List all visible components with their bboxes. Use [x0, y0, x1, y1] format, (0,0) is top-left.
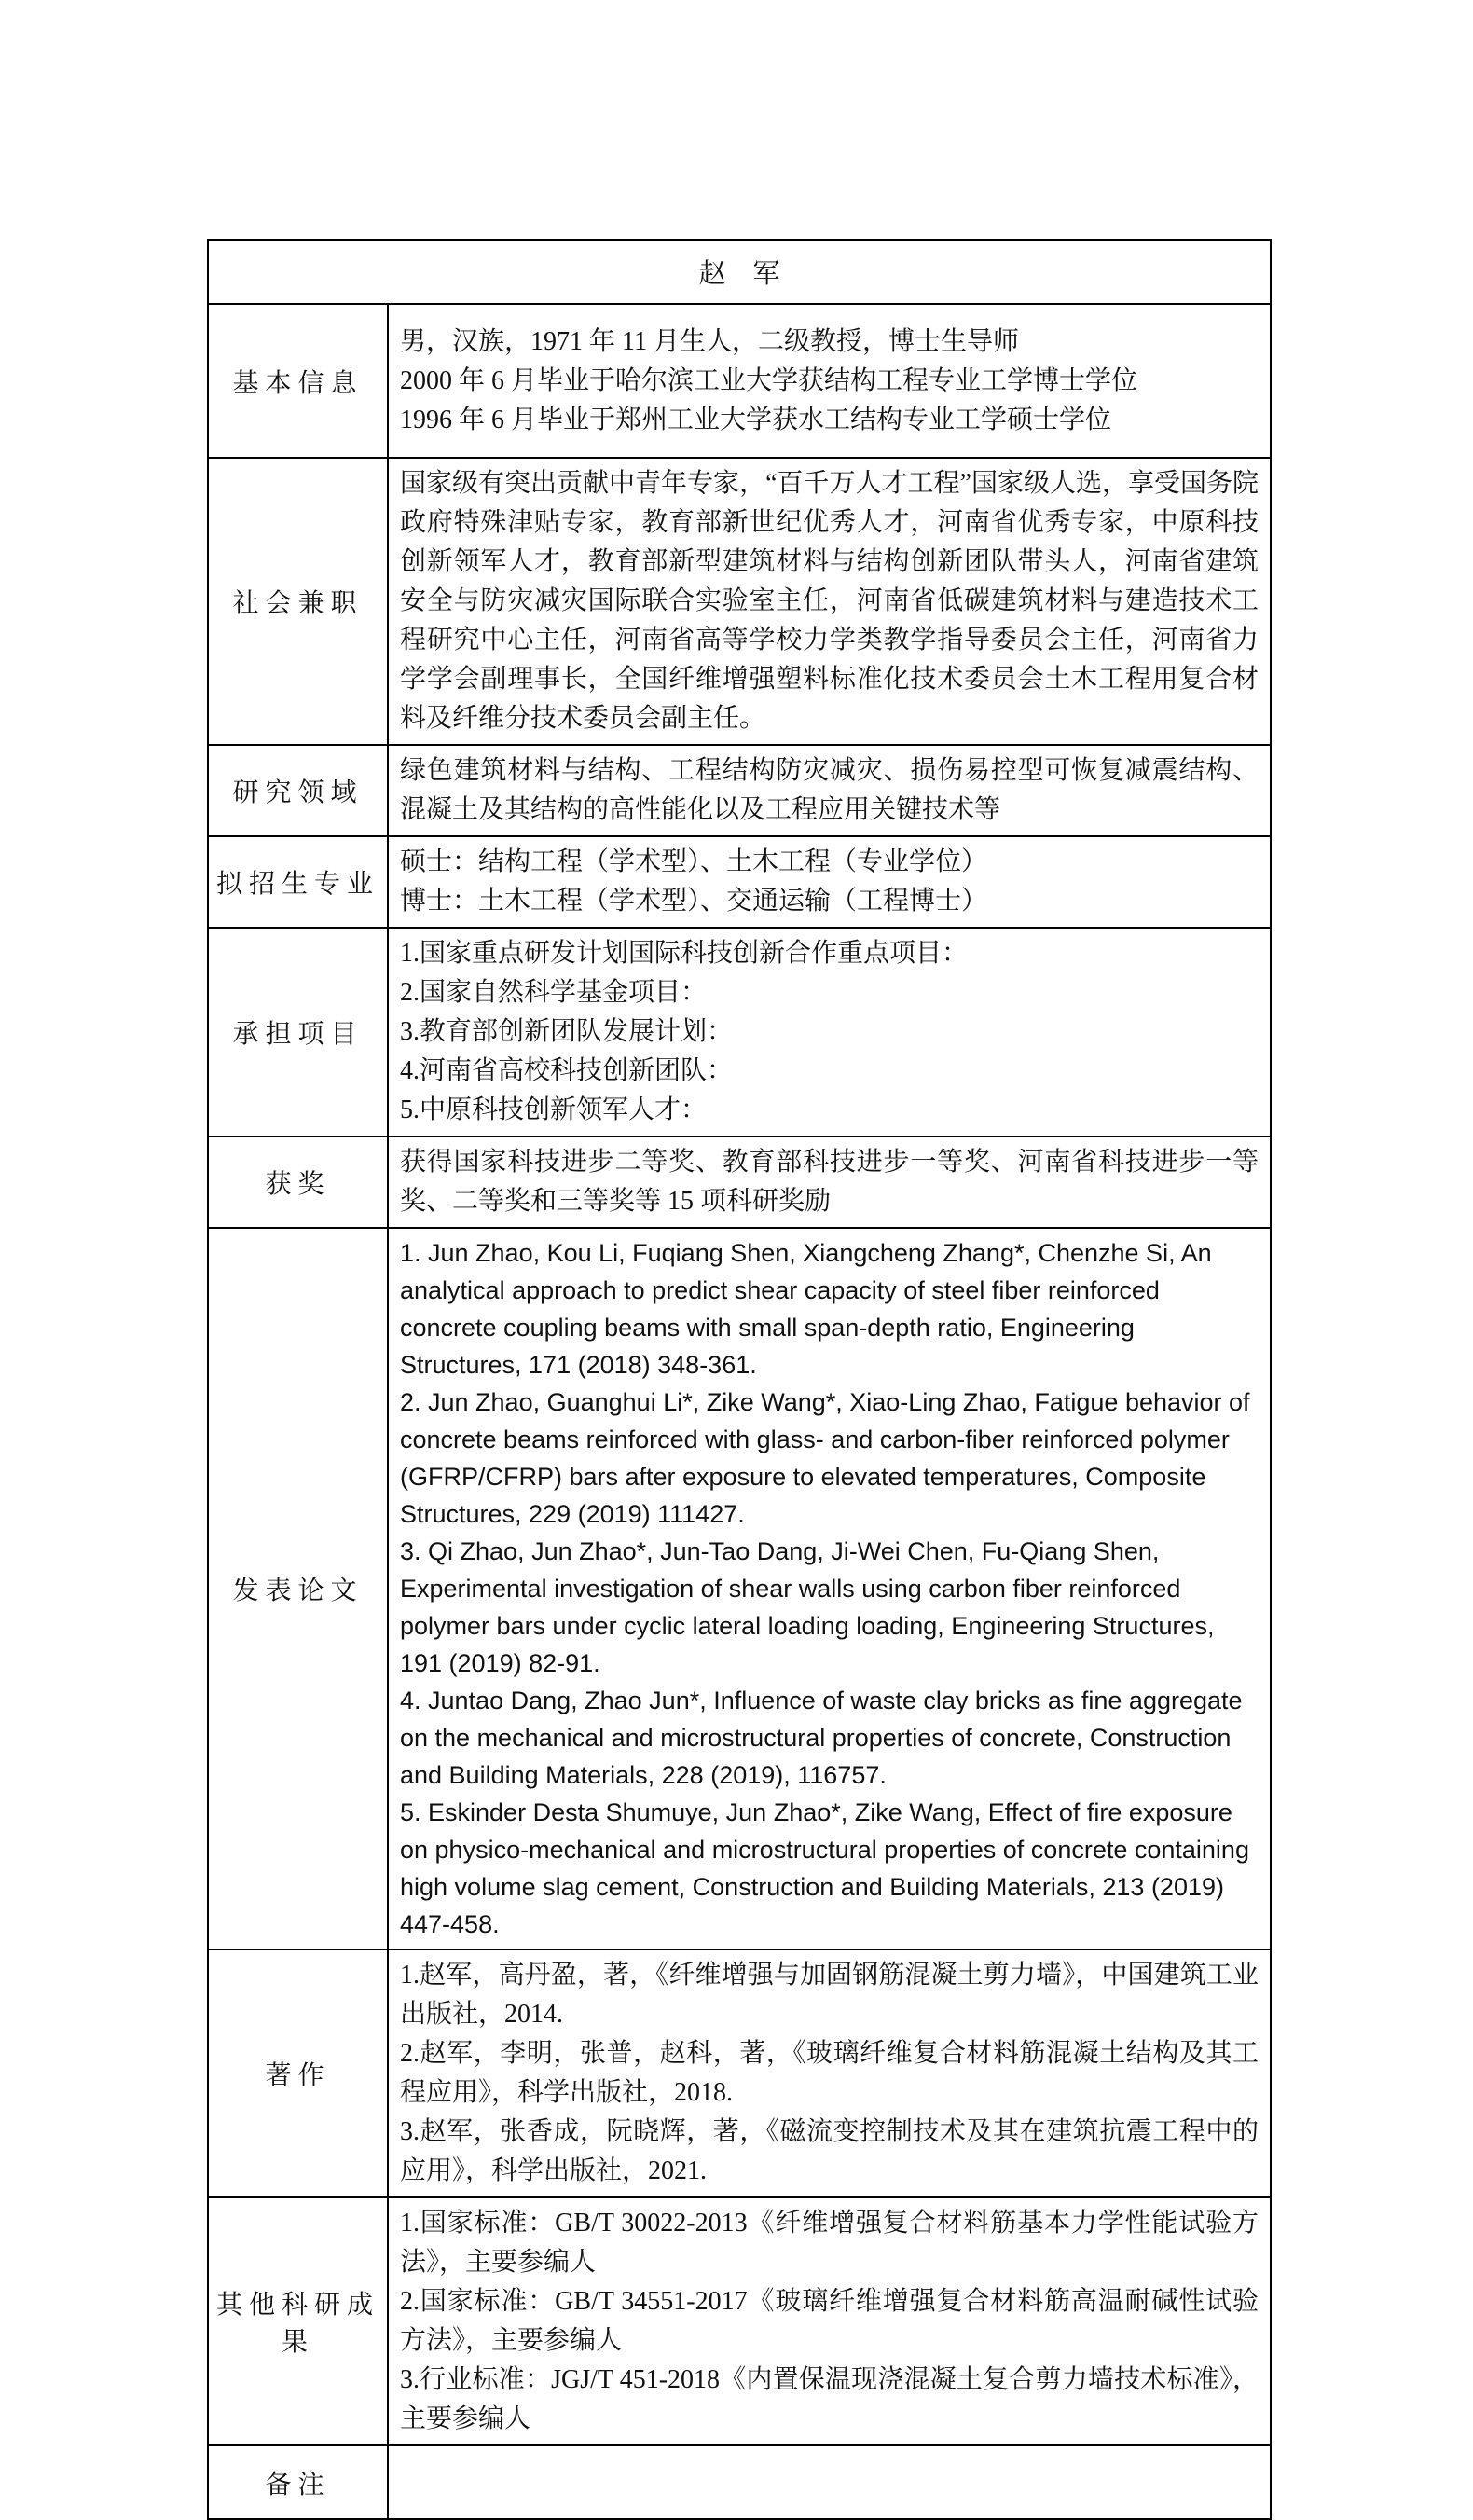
table-row [208, 745, 1271, 836]
content-paragraph: 绿色建筑材料与结构、工程结构防灾减灾、损伤易控型可恢复减震结构、混凝土及其结构的高性能化以及工程应用关键技术等 [400, 756, 1260, 824]
table-row [208, 304, 1271, 458]
content-paragraph: 3.教育部创新团队发展计划： [400, 1017, 734, 1046]
table-row [208, 2445, 1271, 2519]
title-row [208, 240, 1271, 304]
row-content [388, 1228, 1271, 1949]
row-content [388, 2445, 1271, 2519]
person-name: 赵 军 [208, 240, 1271, 304]
content-paragraph: 男，汉族，1971 年 11 月生人，二级教授，博士生导师 [400, 326, 1019, 356]
content-paragraph: 2000 年 6 月毕业于哈尔滨工业大学获结构工程专业工学博士学位 [400, 365, 1138, 395]
content-paragraph: 2. Jun Zhao, Guanghui Li*, Zike Wang*, Xiao-Ling Zhao, Fatigue behavior of concrete beams reinforced with glass- and carbon-fiber reinforced polymer (GFRP/CFRP) bars after exposure to elevated temperatures, Composite Structures, 229 (2019) 111427. [400, 1388, 1250, 1528]
row-content [388, 2197, 1271, 2445]
content-paragraph: 5. Eskinder Desta Shumuye, Jun Zhao*, Zike Wang, Effect of fire exposure on physico-mechanical and microstructural properties of concrete containing high volume slag cement, Construction and Building Materials, 213 (2019) 447-458. [400, 1798, 1249, 1938]
content-paragraph: 1.赵军，高丹盈，著，《纤维增强与加固钢筋混凝土剪力墙》，中国建筑工业出版社，2014. [400, 1961, 1260, 2029]
content-paragraph: 5.中原科技创新领军人才： [400, 1095, 708, 1124]
row-label: 研究领域 [208, 745, 388, 836]
table-row [208, 1136, 1271, 1228]
table-body [208, 240, 1271, 2519]
row-content [388, 304, 1271, 458]
row-label: 其他科研成果 [208, 2197, 388, 2445]
row-content [388, 928, 1271, 1136]
row-label: 承担项目 [208, 928, 388, 1136]
content-paragraph: 获得国家科技进步二等奖、教育部科技进步一等奖、河南省科技进步一等奖、二等奖和三等奖等 15 项科研奖励 [400, 1148, 1260, 1216]
row-label: 拟招生专业 [208, 836, 388, 928]
content-paragraph: 4. Juntao Dang, Zhao Jun*, Influence of waste clay bricks as fine aggregate on the mechanical and microstructural properties of concrete, Construction and Building Materials, 228 (2019), 116757. [400, 1687, 1243, 1789]
content-paragraph: 2.赵军，李明，张普，赵科，著，《玻璃纤维复合材料筋混凝土结构及其工程应用》，科学出版社，2018. [400, 2039, 1260, 2107]
table-row [208, 1228, 1271, 1949]
content-paragraph: 3.行业标准：JGJ/T 451-2018《内置保温现浇混凝土复合剪力墙技术标准》，主要参编人 [400, 2365, 1260, 2433]
content-paragraph: 1.国家重点研发计划国际科技创新合作重点项目： [400, 939, 969, 968]
content-paragraph: 3.赵军，张香成，阮晓辉，著，《磁流变控制技术及其在建筑抗震工程中的应用》，科学出版社，2021. [400, 2117, 1260, 2185]
row-label: 发表论文 [208, 1228, 388, 1949]
table-row [208, 1949, 1271, 2197]
row-content [388, 1949, 1271, 2197]
content-paragraph: 1.国家标准：GB/T 30022-2013《纤维增强复合材料筋基本力学性能试验方法》，主要参编人 [400, 2209, 1260, 2277]
table-row [208, 928, 1271, 1136]
content-paragraph: 2.国家标准：GB/T 34551-2017《玻璃纤维增强复合材料筋高温耐碱性试验方法》，主要参编人 [400, 2287, 1260, 2355]
content-paragraph: 博士：土木工程（学术型）、交通运输（工程博士） [400, 887, 988, 916]
content-paragraph: 硕士：结构工程（学术型）、土木工程（专业学位） [400, 847, 988, 876]
row-label: 获奖 [208, 1136, 388, 1228]
table-row [208, 2197, 1271, 2445]
table-row [208, 836, 1271, 928]
content-paragraph: 4.河南省高校科技创新团队： [400, 1056, 734, 1085]
row-label: 基本信息 [208, 304, 388, 458]
row-label: 社会兼职 [208, 458, 388, 745]
content-paragraph: 3. Qi Zhao, Jun Zhao*, Jun-Tao Dang, Ji-Wei Chen, Fu-Qiang Shen, Experimental investigation of shear walls using carbon fiber reinforced polymer bars under cyclic lateral loading loading, Engineering Structures, 191 (2019) 82-91. [400, 1537, 1215, 1677]
row-content [388, 458, 1271, 745]
table-row [208, 458, 1271, 745]
row-label: 备注 [208, 2445, 388, 2519]
row-content [388, 836, 1271, 928]
row-content [388, 1136, 1271, 1228]
row-content [388, 745, 1271, 836]
faculty-profile-table [207, 239, 1272, 2520]
content-paragraph: 国家级有突出贡献中青年专家，“百千万人才工程”国家级人选，享受国务院政府特殊津贴专家，教育部新世纪优秀人才，河南省优秀专家，中原科技创新领军人才，教育部新型建筑材料与结构创新团队带头人，河南省建筑安全与防灾减灾国际联合实验室主任，河南省低碳建筑材料与建造技术工程研究中心主任，河南省高等学校力学类教学指导委员会主任，河南省力学学会副理事长，全国纤维增强塑料标准化技术委员会土木工程用复合材料及纤维分技术委员会副主任。 [400, 469, 1260, 733]
content-paragraph: 2.国家自然科学基金项目： [400, 978, 708, 1007]
row-label: 著作 [208, 1949, 388, 2197]
content-paragraph: 1. Jun Zhao, Kou Li, Fuqiang Shen, Xiangcheng Zhang*, Chenzhe Si, An analytical approach to predict shear capacity of steel fiber reinforced concrete coupling beams with small span-depth ratio, Engineering Structures, 171 (2018) 348-361. [400, 1239, 1212, 1379]
content-paragraph: 1996 年 6 月毕业于郑州工业大学获水工结构专业工学硕士学位 [400, 405, 1112, 434]
